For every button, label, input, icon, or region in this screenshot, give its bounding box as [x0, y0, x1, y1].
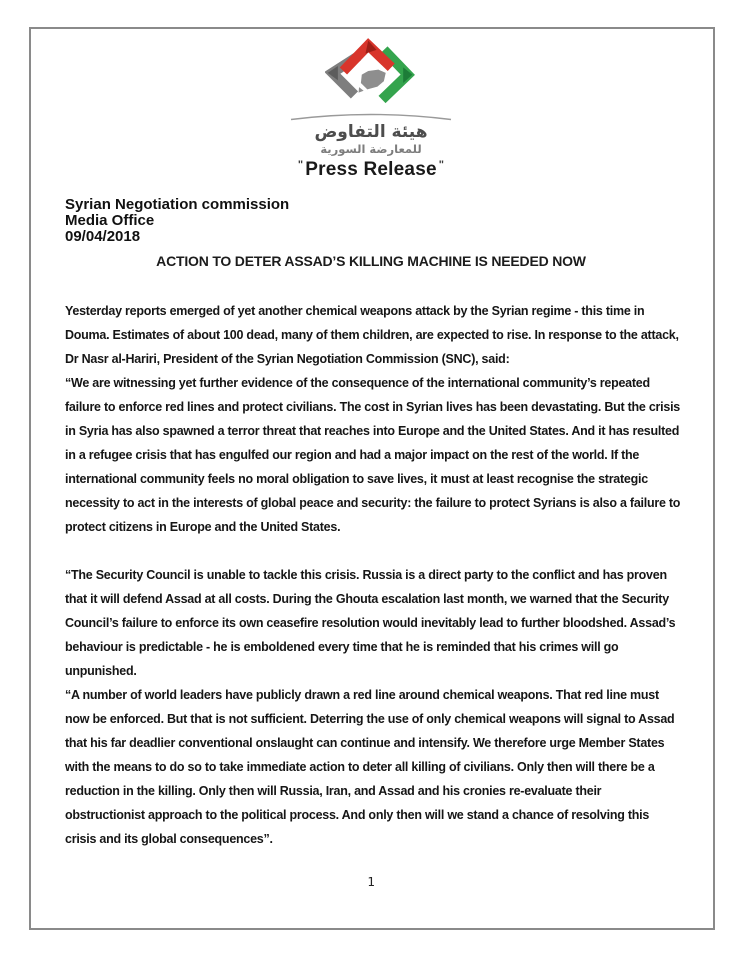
press-release-heading: [0, 159, 742, 181]
page-number: 1: [367, 874, 375, 889]
paragraph-quote-2: “The Security Council is unable to tackle this crisis. Russia is a direct party to the conflict and has proven that it will defend Assad at all costs. During the Ghouta escalation last month, we warned that the Security Council’s failure to enforce its own ceasefire resolution would inevitably lead to further bloodshed. Assad’s behaviour is predictable - he is emboldened every time that he is reminded that his crimes will go unpunished.: [65, 568, 676, 678]
paragraph-intro: Yesterday reports emerged of yet another chemical weapons attack by the Syrian regime - this time in Douma. Estimates of about 100 dead, many of them children, are expected to rise. In response to the attack, Dr Nasr al-Hariri, President of the Syrian Negotiation Commission (SNC), said:: [65, 304, 679, 366]
release-date: 09/04/2018: [65, 228, 141, 245]
headline: ACTION TO DETER ASSAD’S KILLING MACHINE IS NEEDED NOW: [156, 253, 586, 269]
press-release-label: Press Release: [305, 159, 437, 180]
body-text: [65, 299, 682, 851]
logo-star-icon: [325, 36, 417, 106]
logo: [241, 36, 501, 156]
syria-map-fragment: [359, 87, 364, 93]
logo-arc: [287, 109, 455, 121]
org-name: Syrian Negotiation commission: [65, 196, 290, 213]
header-block: [65, 197, 289, 245]
open-quote: ": [297, 159, 304, 171]
logo-arabic-subtitle: للمعارضة السورية: [320, 142, 422, 156]
close-quote: ": [438, 159, 445, 171]
logo-arabic-title: هيئة التفاوض: [314, 122, 428, 142]
paragraph-quote-1: “We are witnessing yet further evidence of the consequence of the international community’s repeated failure to enforce red lines and protect civilians. The cost in Syrian lives has been devastating. But the crisis in Syria has also spawned a terror threat that reaches into Europe and the United States. And it has resulted in a refugee crisis that has engulfed our region and had a major impact on the rest of the world. If the international community feels no moral obligation to save lives, it must at least recognise the strategic necessity to act in the interests of global peace and security: the failure to protect Syrians is also a failure to protect citizens in Europe and the United States.: [65, 376, 681, 534]
media-office: Media Office: [65, 212, 155, 229]
syria-map-icon: [361, 70, 386, 90]
paragraph-quote-3: “A number of world leaders have publicly drawn a red line around chemical weapons. That red line must now be enforced. But that is not sufficient. Deterring the use of only chemical weapons will signal to Assad that his far deadlier conventional onslaught can continue and intensify. We therefore urge Member States with the means to do so to take immediate action to deter all killing of civilians. Only then will there be a reduction in the killing. Only then will Russia, Iran, and Assad and his cronies re-evaluate their obstructionist approach to the political process. And only then will we stand a chance of resolving this crisis and its global consequences”.: [65, 688, 675, 846]
